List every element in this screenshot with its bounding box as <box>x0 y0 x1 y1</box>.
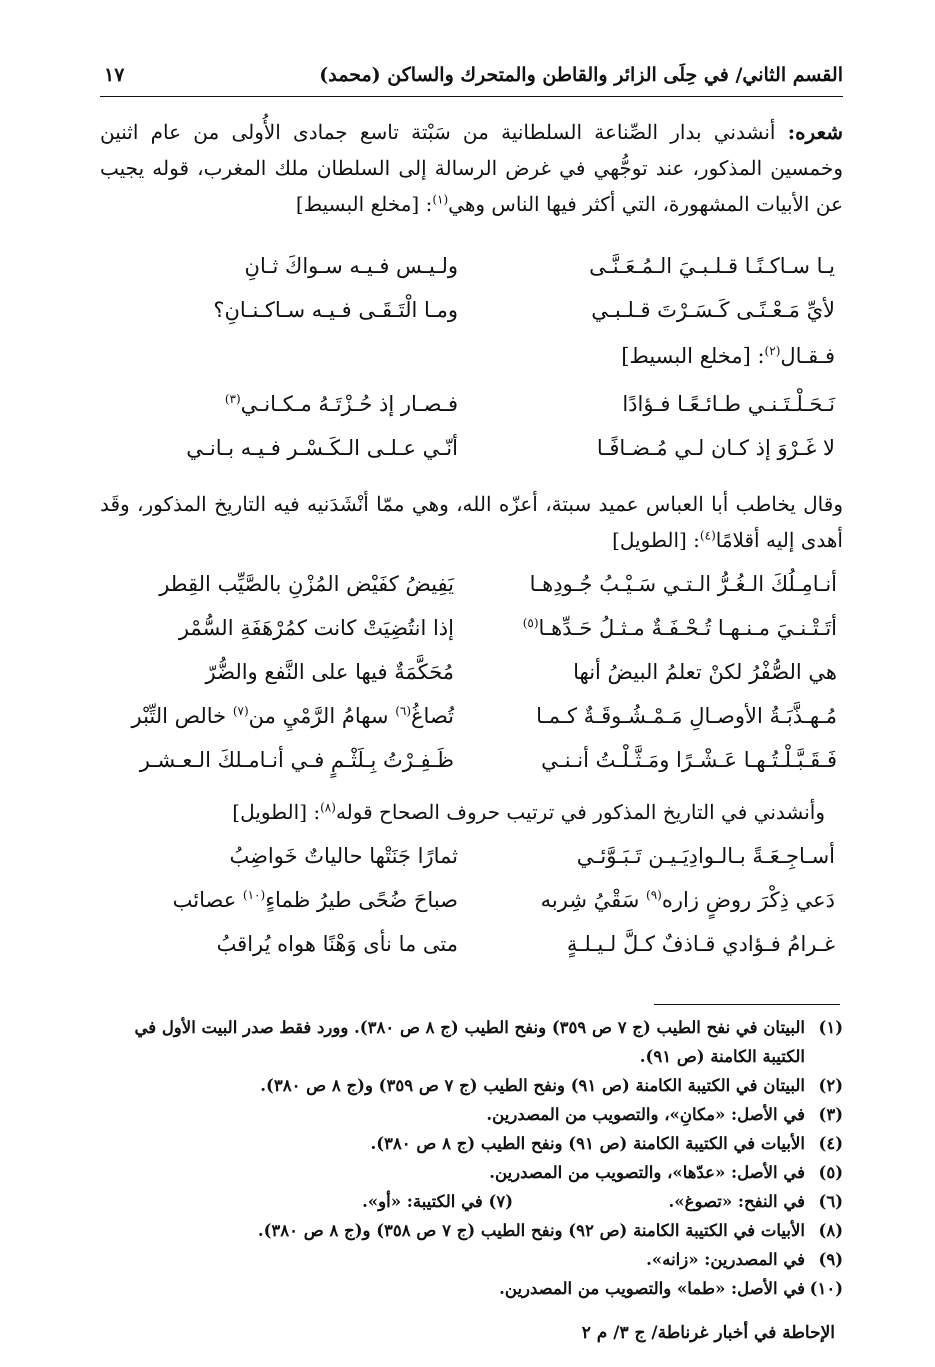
verse-first-hemistich: فَـقَـبَّـلْـتُـهـا عَـشْـرًا ومَـثَّـلْـتُ أنـنـي <box>541 748 837 772</box>
footnote-text: البيتان في نفح الطيب (ج ٧ ص ٣٥٩) ونفح الطيب (ج ٨ ص ٣٨٠). وورد فقط صدر البيت الأول في الكتيبة الكامنة (ص ٩١). <box>134 1018 805 1066</box>
footnote <box>100 1245 843 1274</box>
verse-first-hemistich: نَـحَـلْـتَـنـي طـائـعًـا فـؤادًا <box>622 392 835 416</box>
meter-label: : [مخلع البسيط] <box>621 344 765 368</box>
verse-line <box>0 428 935 468</box>
paragraph-text: وأنشدني في التاريخ المذكور في ترتيب حروف الصحاح قوله <box>335 800 825 824</box>
verse-second-hemistich <box>158 880 458 920</box>
verse-first-hemistich: أسـاجِـعَـةً بـالـوادِيَـيـن تَـبَـوَّئـي <box>576 844 835 868</box>
paragraph-text: وقال يخاطب أبا العباس عميد سبتة، أعزّه الله، وهي ممّا أنْشَدَنيه فيه التاريخ المذكور، وقَد أهدى إليه أقلامًا <box>100 492 843 552</box>
verse-second-hemistich: متى ما نأى وَهْنًا هواه يُراقبُ <box>216 932 458 956</box>
footnote-marker: (٤) <box>699 528 716 543</box>
footnote-marker: (٨) <box>320 800 336 815</box>
verse-first-hemistich: مُـهـذَّبَـةُ الأوصـالِ مَـمْـشُـوقَـةٌ كـمـا <box>536 704 837 728</box>
footnote <box>100 1187 843 1216</box>
footnote-number: (٦) <box>818 1192 843 1211</box>
qal-text: فـقـال <box>780 344 835 368</box>
verse-second-hemistich: يَفِيضُ كفَيْض المُزْنِ بالصَّيِّب القِطر <box>159 572 454 596</box>
verse-second-hemistich <box>104 696 454 736</box>
verse-second-hemistich: ولـيـس فـيـه سـواكَ ثـانِ <box>244 254 458 278</box>
footnote-marker: (٩) <box>646 888 662 902</box>
verse-line <box>0 696 935 736</box>
verse-line <box>0 608 935 648</box>
footnote <box>100 1071 843 1100</box>
footnote-number: (٩) <box>818 1250 843 1269</box>
footnote <box>100 1013 843 1071</box>
meter-label: [مخلع البسيط] <box>295 192 420 216</box>
verse-line <box>0 384 935 424</box>
verse-first-hemistich: لأيِّ مَـعْـنًـى كَـسَـرْتَ قـلـبـي <box>591 298 835 322</box>
hemistich-text: سَقْيُ شِربه <box>540 888 647 912</box>
meter-label: : [الطويل] <box>232 800 321 824</box>
footnote-marker: (٦) <box>395 704 412 718</box>
footnote-text: الأبيات في الكتيبة الكامنة (ص ٩٢) ونفح الطيب (ج ٧ ص ٣٥٨) و(ج ٨ ص ٣٨٠). <box>257 1221 805 1240</box>
verse-line <box>0 564 935 604</box>
verse-first-hemistich: يـا سـاكـنًـا قـلـبـيَ الـمُـعَـنَّـى <box>589 254 835 278</box>
footnote-number: (٥) <box>818 1163 843 1182</box>
footnote <box>100 1216 843 1245</box>
footnote-number: (٧) <box>488 1192 513 1211</box>
verse-second-hemistich <box>158 384 458 424</box>
verse-second-hemistich: ظَـفِـرْتُ بِـلَثْـمٍ فـي أنـامـلكَ الـعـشـر <box>139 748 454 772</box>
verse-second-hemistich: ومـا الْتَـقَـى فـيـه سـاكـنـانِ؟ <box>213 298 458 322</box>
footnote-text: في الأصل: «طما» والتصويب من المصدرين. <box>499 1279 805 1298</box>
hemistich-text: دَعي ذِكْرَ روضٍ زاره <box>661 888 835 912</box>
punctuation: : <box>419 192 433 216</box>
footnote-text: في الكتيبة: «أو». <box>362 1192 483 1211</box>
footnote-number: (٢) <box>818 1076 843 1095</box>
footnote-number: (٣) <box>818 1105 843 1124</box>
hemistich-text: صباحَ ضُحًى طيرُ ظماءٍ <box>265 888 458 912</box>
footnote-marker: (١) <box>432 192 449 207</box>
verse-second-hemistich: ثمارًا جَنَتْها حالياتٌ خَواضِبُ <box>229 844 458 868</box>
running-title: القسم الثاني/ في حِلَى الزائر والقاطن والمتحرك والساكن (محمد) <box>319 64 843 86</box>
verse-line <box>0 836 935 876</box>
footnote-text: في الأصل: «عدّها»، والتصويب من المصدرين. <box>489 1163 805 1182</box>
footnote-marker: (٧) <box>232 704 249 718</box>
footnote-text: في النفح: «تصوغ». <box>668 1192 805 1211</box>
verse-line <box>0 652 935 692</box>
footnote <box>100 1129 843 1158</box>
hemistich-text: فـصـار إذ حُـزْتَـهُ مـكـانـي <box>240 392 458 416</box>
footnote-text: الأبيات في الكتيبة الكامنة (ص ٩١) ونفح الطيب (ج ٨ ص ٣٨٠). <box>370 1134 805 1153</box>
verse-line <box>0 290 935 330</box>
paragraph-intro <box>100 486 843 558</box>
footnote-secondary <box>362 1187 513 1216</box>
paragraph-lead: شعره: <box>787 120 843 144</box>
footnote-marker: (٥) <box>522 616 539 630</box>
verse-first-hemistich: هي الصُّفْرُ لكنْ تعلمُ البيضُ أنها <box>573 660 837 684</box>
verse-first-hemistich: أنـامِـلُكَ الـغُـرُّ الـتـي سَـيْـبُ جُـودِهـا <box>529 572 837 596</box>
verse-second-hemistich: مُحَكَّمَةٌ فيها على النَّفع والضُّرّ <box>205 660 454 684</box>
meter-label: : [الطويل] <box>612 528 700 552</box>
hemistich-text: خالص التِّبْر <box>131 704 233 728</box>
footnote-marker: (١٠) <box>242 888 266 902</box>
footnote-marker: (٢) <box>764 344 781 358</box>
verse-second-hemistich: إذا انتُضِيَتْ كانت كمُرْهَفَةِ السُّمْر <box>178 616 454 640</box>
footnotes <box>100 1013 843 1303</box>
verse-first-hemistich: غـرامُ فـؤادي قـاذفٌ كـلَّ لـيـلـةٍ <box>566 932 835 956</box>
footnote <box>100 1274 843 1303</box>
footnote-text: البيتان في الكتيبة الكامنة (ص ٩١) ونفح الطيب (ج ٧ ص ٣٥٩) و(ج ٨ ص ٣٨٠). <box>260 1076 805 1095</box>
page-number: ١٧ <box>104 64 125 86</box>
footnote-marker: (٣) <box>224 392 241 406</box>
footnote-number: (٨) <box>818 1221 843 1240</box>
footnote-number: (١٠) <box>809 1279 843 1298</box>
verse-second-hemistich: أنّـي عـلـى الـكَـسْـر فـيـه بـانـي <box>186 436 458 460</box>
page-header <box>100 60 843 97</box>
hemistich-text: عصائب <box>172 888 243 912</box>
verse-line <box>0 880 935 920</box>
footnote-separator <box>654 1004 840 1005</box>
footnote <box>100 1100 843 1129</box>
verse-line <box>0 246 935 286</box>
hemistich-text: سهامُ الرَّمْيِ من <box>248 704 396 728</box>
paragraph-text: أنشدني بدار الصِّناعة السلطانية من سَبْتة تاسع جمادى الأُولى من عام اثنين وخمسين المذكور، عند توجُّهي في غرض الرسالة إلى السلطان ملك المغرب، قوله يجيب عن الأبيات المشهورة، التي أكثر فيها الناس وهي <box>100 120 843 216</box>
hemistich-text: أتَـتْـنـيَ مـنـهـا تُـحْـفَـةٌ مـثـلُ حَـدِّهـا <box>538 616 837 640</box>
paragraph-intro <box>100 794 825 830</box>
hemistich-text: تُصاغُ <box>411 704 454 728</box>
footnote <box>100 1158 843 1187</box>
book-imprint: الإحاطة في أخبار غرناطة/ ج ٣/ م ٢ <box>581 1323 835 1343</box>
verse-first-hemistich: لا غَـرْوَ إذ كـان لـي مُـضـافًـا <box>596 436 835 460</box>
footnote-number: (١) <box>818 1018 843 1037</box>
footnote-text: في المصدرين: «زانه». <box>646 1250 805 1269</box>
paragraph-intro <box>100 114 843 222</box>
verse-line <box>0 740 935 780</box>
verse-first-hemistich <box>487 608 837 648</box>
footnote-text: في الأصل: «مكانِ»، والتصويب من المصدرين. <box>486 1105 805 1124</box>
footnote-number: (٤) <box>818 1134 843 1153</box>
verse-first-hemistich <box>535 880 835 920</box>
qal-line <box>621 344 835 368</box>
verse-line <box>0 924 935 964</box>
